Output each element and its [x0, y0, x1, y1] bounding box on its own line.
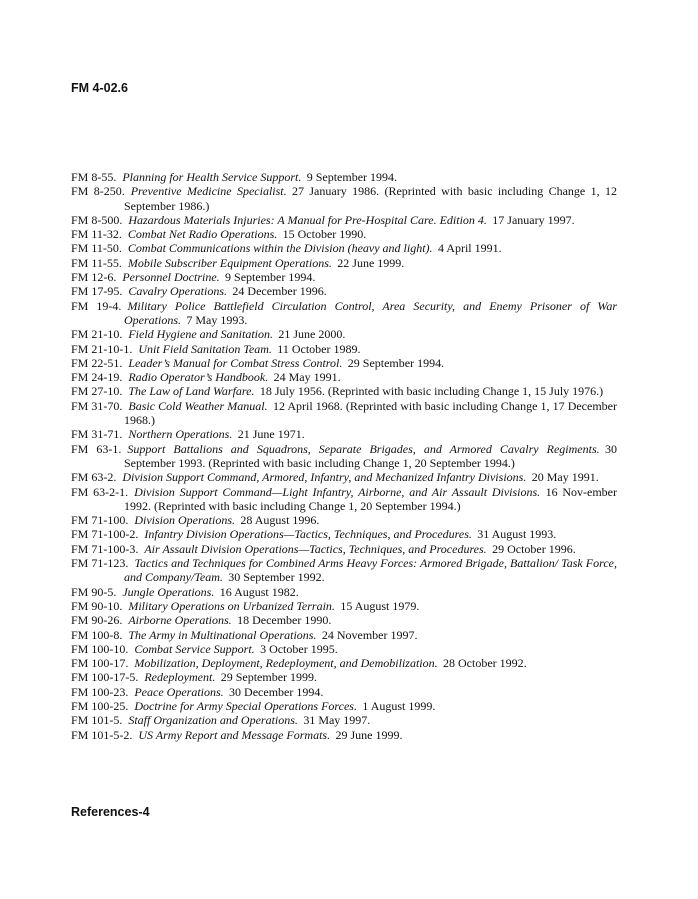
list-item	[71, 170, 617, 184]
reference-title: Preventive Medicine Specialist.	[130, 184, 287, 199]
reference-title: Mobilization, Deployment, Redeployment, and Demobilization.	[134, 656, 438, 671]
list-item	[71, 613, 617, 627]
reference-code: FM 21-10.	[71, 327, 123, 342]
reference-code: FM 27-10.	[71, 384, 123, 399]
reference-title: Field Hygiene and Sanitation.	[128, 327, 273, 342]
reference-title: Doctrine for Army Special Operations Forces.	[134, 698, 357, 713]
reference-code: FM 8-55.	[71, 170, 117, 184]
reference-details: 15 August 1979.	[340, 598, 420, 613]
reference-code: FM 71-100-2.	[71, 527, 139, 542]
reference-details: 18 December 1990.	[237, 613, 332, 628]
reference-title: Northern Operations.	[128, 427, 233, 442]
list-item	[71, 728, 617, 742]
reference-code: FM 90-10.	[71, 598, 123, 613]
list-item	[71, 241, 617, 255]
reference-details: 11 October 1989.	[277, 341, 361, 356]
reference-title: The Law of Land Warfare.	[128, 384, 255, 399]
reference-title: Combat Communications within the Division (heavy and light).	[127, 241, 433, 256]
list-item	[71, 256, 617, 270]
list-item	[71, 527, 617, 541]
reference-code: FM 11-50.	[71, 241, 122, 256]
reference-code: FM 22-51.	[71, 355, 123, 370]
reference-title: Support Battalions and Squadrons, Separate Brigades, and Armored Cavalry Regiments.	[127, 441, 600, 456]
reference-title: Airborne Operations.	[128, 613, 232, 628]
reference-details: 17 January 1997.	[492, 212, 575, 227]
reference-code: FM 11-55.	[71, 255, 122, 270]
reference-code: FM 90-26.	[71, 613, 123, 628]
list-item	[71, 628, 617, 642]
list-item	[71, 370, 617, 384]
reference-title: Personnel Doctrine.	[122, 270, 220, 285]
list-item	[71, 556, 617, 585]
reference-title: Basic Cold Weather Manual.	[128, 398, 268, 413]
reference-details: 31 August 1993.	[477, 527, 557, 542]
reference-title: Tactics and Techniques for Combined Arms Heavy Forces: Armored Brigade, Battalion/ Task Force, and Company/Team.	[124, 556, 617, 585]
reference-details: 18 July 1956. (Reprinted with basic including Change 1, 15 July 1976.)	[259, 384, 604, 399]
reference-details: 20 May 1991.	[531, 470, 599, 485]
reference-details: 15 October 1990.	[282, 227, 367, 242]
list-item	[71, 270, 617, 284]
reference-code: FM 100-23.	[71, 684, 129, 699]
reference-details: 4 April 1991.	[437, 241, 502, 256]
reference-details: 28 October 1992.	[443, 656, 527, 671]
reference-details: 29 October 1996.	[492, 541, 576, 556]
reference-code: FM 63-2.	[71, 470, 117, 485]
reference-details: 21 June 2000.	[278, 327, 346, 342]
list-item	[71, 442, 617, 471]
reference-title: Hazardous Materials Injuries: A Manual for Pre-Hospital Care. Edition 4.	[128, 212, 487, 227]
list-item	[71, 513, 617, 527]
reference-code: FM 100-17-5.	[71, 670, 139, 685]
reference-title: Jungle Operations.	[122, 584, 215, 599]
list-item	[71, 356, 617, 370]
reference-code: FM 100-25.	[71, 698, 129, 713]
page-footer: References-4	[71, 805, 150, 819]
reference-code: FM 100-10.	[71, 641, 129, 656]
reference-code: FM 71-123.	[71, 556, 129, 571]
reference-details: 16 Nov-ember 1992. (Reprinted with basic including Change 1, 20 September 1994.)	[124, 484, 617, 513]
reference-code: FM 90-5.	[71, 584, 117, 599]
reference-details: 7 May 1993.	[186, 312, 248, 327]
reference-title: Leader’s Manual for Combat Stress Control.	[128, 355, 343, 370]
list-item	[71, 685, 617, 699]
list-item	[71, 542, 617, 556]
reference-code: FM 31-71.	[71, 427, 123, 442]
reference-list	[71, 170, 617, 742]
reference-title: Division Support Command—Light Infantry, Airborne, and Air Assault Divisions.	[134, 484, 541, 499]
reference-title: Air Assault Division Operations—Tactics, Techniques, and Procedures.	[144, 541, 487, 556]
list-item	[71, 656, 617, 670]
reference-details: 29 September 1999.	[220, 670, 318, 685]
reference-code: FM 12-6.	[71, 270, 117, 285]
reference-details: 29 June 1999.	[335, 727, 403, 742]
list-item	[71, 399, 617, 428]
reference-code: FM 100-8.	[71, 627, 123, 642]
reference-title: The Army in Multinational Operations.	[128, 627, 317, 642]
reference-code: FM 101-5.	[71, 713, 123, 728]
reference-code: FM 71-100-3.	[71, 541, 139, 556]
reference-details: 9 September 1994.	[306, 170, 398, 184]
list-item	[71, 384, 617, 398]
reference-title: Unit Field Sanitation Team.	[138, 341, 272, 356]
reference-code: FM 71-100.	[71, 513, 129, 528]
reference-code: FM 101-5-2.	[71, 727, 133, 742]
reference-title: Division Support Command, Armored, Infantry, and Mechanized Infantry Divisions.	[122, 470, 527, 485]
reference-title: Redeployment.	[144, 670, 216, 685]
reference-title: Mobile Subscriber Equipment Operations.	[127, 255, 332, 270]
reference-title: Combat Service Support.	[134, 641, 255, 656]
reference-title: Division Operations.	[134, 513, 236, 528]
reference-code: FM 8-500.	[71, 212, 123, 227]
list-item	[71, 670, 617, 684]
reference-details: 21 June 1971.	[237, 427, 305, 442]
reference-title: Military Police Battlefield Circulation Control, Area Security, and Enemy Prisoner of War Operations.	[124, 298, 617, 327]
list-item	[71, 342, 617, 356]
reference-code: FM 100-17.	[71, 656, 129, 671]
reference-title: Military Operations on Urbanized Terrain.	[128, 598, 335, 613]
list-item	[71, 642, 617, 656]
reference-details: 22 June 1999.	[337, 255, 405, 270]
reference-details: 1 August 1999.	[362, 698, 436, 713]
list-item	[71, 713, 617, 727]
reference-code: FM 31-70.	[71, 398, 123, 413]
reference-title: Infantry Division Operations—Tactics, Techniques, and Procedures.	[144, 527, 472, 542]
reference-details: 3 October 1995.	[260, 641, 338, 656]
list-item	[71, 485, 617, 514]
page-header: FM 4-02.6	[71, 81, 128, 95]
reference-details: 16 August 1982.	[219, 584, 299, 599]
reference-title: Combat Net Radio Operations.	[127, 227, 278, 242]
reference-details: 24 May 1991.	[273, 370, 341, 385]
reference-title: Cavalry Operations.	[128, 284, 228, 299]
reference-title: Planning for Health Service Support.	[122, 170, 302, 184]
reference-details: 12 April 1968. (Reprinted with basic including Change 1, 17 December 1968.)	[124, 398, 617, 428]
reference-title: Staff Organization and Operations.	[128, 713, 298, 728]
reference-details: 31 May 1997.	[303, 713, 371, 728]
reference-details: 9 September 1994.	[225, 270, 316, 285]
reference-details: 29 September 1994.	[347, 355, 445, 370]
reference-code: FM 17-95.	[71, 284, 123, 299]
reference-title: US Army Report and Message Formats.	[138, 727, 331, 742]
reference-code: FM 19-4.	[71, 298, 122, 313]
list-item	[71, 284, 617, 298]
reference-title: Radio Operator’s Handbook.	[128, 370, 269, 385]
list-item	[71, 599, 617, 613]
reference-code: FM 8-250.	[71, 184, 125, 199]
reference-details: 30 December 1994.	[229, 684, 324, 699]
list-item	[71, 470, 617, 484]
reference-details: 30 September 1993. (Reprinted with basic including Change 1, 20 September 1994.)	[124, 441, 617, 470]
reference-code: FM 24-19.	[71, 370, 123, 385]
reference-details: 24 November 1997.	[321, 627, 418, 642]
list-item	[71, 427, 617, 441]
list-item	[71, 327, 617, 341]
reference-details: 30 September 1992.	[228, 570, 325, 585]
reference-details: 24 December 1996.	[232, 284, 327, 299]
list-item	[71, 213, 617, 227]
reference-code: FM 11-32.	[71, 227, 122, 242]
list-item	[71, 699, 617, 713]
reference-code: FM 63-2-1.	[71, 484, 129, 499]
reference-code: FM 63-1.	[71, 441, 122, 456]
reference-code: FM 21-10-1.	[71, 341, 133, 356]
list-item	[71, 299, 617, 328]
reference-details: 28 August 1996.	[240, 513, 320, 528]
reference-title: Peace Operations.	[134, 684, 224, 699]
list-item	[71, 227, 617, 241]
reference-details: 27 January 1986. (Reprinted with basic including Change 1, 12 September 1986.)	[124, 184, 617, 213]
list-item	[71, 184, 617, 213]
list-item	[71, 585, 617, 599]
